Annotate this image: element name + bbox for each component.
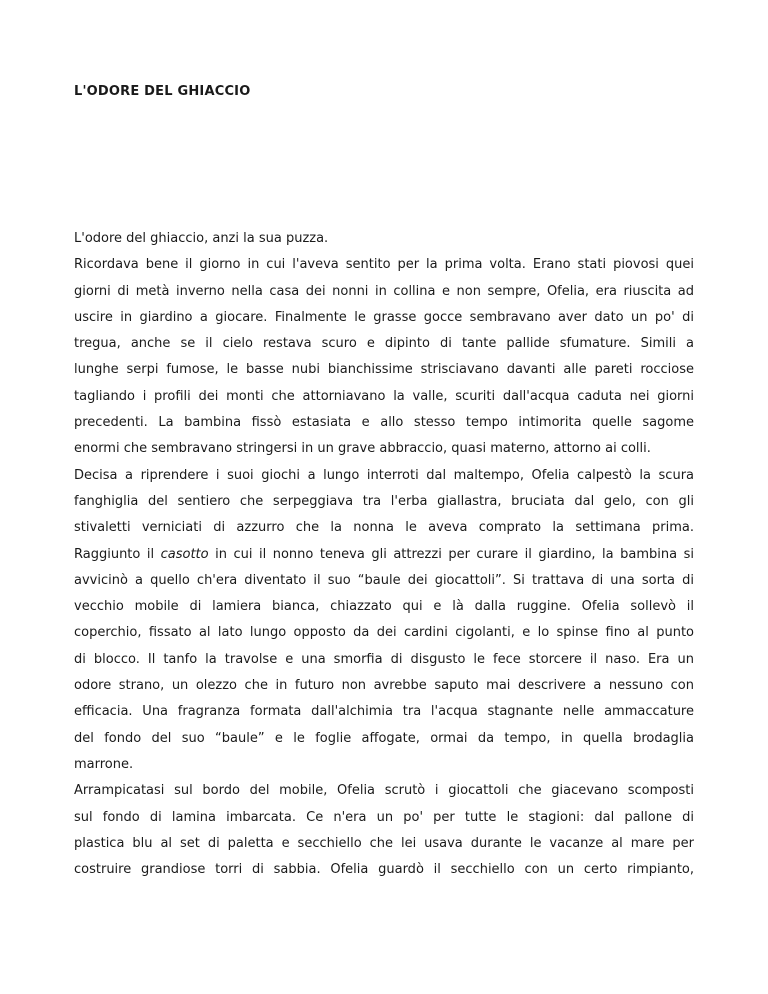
text-line: enormi che sembravano stringersi in un grave abbraccio, quasi materno, attorno ai colli. xyxy=(74,441,651,457)
text-line: plastica blu al set di paletta e secchiello che lei usava durante le vacanze al mare per xyxy=(74,835,694,851)
text-line: costruire grandiose torri di sabbia. Ofelia guardò il secchiello con un certo rimpianto, xyxy=(74,862,694,878)
document-body xyxy=(74,226,694,883)
text-line: stivaletti verniciati di azzurro che la nonna le aveva comprato la settimana prima. xyxy=(74,520,694,536)
text-segment: Raggiunto il xyxy=(74,546,161,562)
text-line: precedenti. La bambina fissò estasiata e allo stesso tempo intimorita quelle sagome xyxy=(74,415,694,431)
text-line: marrone. xyxy=(74,756,134,772)
text-line: efficacia. Una fragranza formata dall'alchimia tra l'acqua stagnante nelle ammaccature xyxy=(74,704,694,720)
emphasized-word: casotto xyxy=(160,546,209,562)
text-line: odore strano, un olezzo che in futuro non avrebbe saputo mai descrivere a nessuno con xyxy=(74,678,694,694)
text-line: sul fondo di lamina imbarcata. Ce n'era un po' per tutte le stagioni: dal pallone di xyxy=(74,809,694,825)
text-line: coperchio, fissato al lato lungo opposto da dei cardini cigolanti, e lo spinse fino al punto xyxy=(74,625,694,641)
text-line: Ricordava bene il giorno in cui l'aveva sentito per la prima volta. Erano stati piovosi quei xyxy=(74,257,694,273)
text-line xyxy=(74,542,694,568)
text-line: Decisa a riprendere i suoi giochi a lungo interroti dal maltempo, Ofelia calpestò la scura xyxy=(74,467,694,483)
text-line: di blocco. Il tanfo la travolse e una smorfia di disgusto le fece storcere il naso. Era un xyxy=(74,651,694,667)
text-line: lunghe serpi fumose, le basse nubi bianchissime strisciavano davanti alle pareti rocciose xyxy=(74,362,694,378)
text-line: Arrampicatasi sul bordo del mobile, Ofelia scrutò i giocattoli che giacevano scomposti xyxy=(74,783,694,799)
text-line: uscire in giardino a giocare. Finalmente le grasse gocce sembravano aver dato un po' di xyxy=(74,309,694,325)
text-line: vecchio mobile di lamiera bianca, chiazzato qui e là dalla ruggine. Ofelia sollevò il xyxy=(74,599,694,615)
text-segment: in cui il nonno teneva gli attrezzi per curare il giardino, la bambina si xyxy=(208,546,694,562)
text-line: L'odore del ghiaccio, anzi la sua puzza. xyxy=(74,231,329,246)
text-line: tregua, anche se il cielo restava scuro e dipinto di tante pallide sfumature. Simili a xyxy=(74,336,694,352)
text-line: avvicinò a quello ch'era diventato il suo “baule dei giocattoli”. Si trattava di una sorta di xyxy=(74,572,694,588)
text-line: tagliando i profili dei monti che attorniavano la valle, scuriti dall'acqua caduta nei giorni xyxy=(74,388,694,404)
text-line: fanghiglia del sentiero che serpeggiava tra l'erba giallastra, bruciata dal gelo, con gli xyxy=(74,493,694,509)
text-line: giorni di metà inverno nella casa dei nonni in collina e non sempre, Ofelia, era riuscita ad xyxy=(74,283,694,299)
text-line: del fondo del suo “baule” e le foglie affogate, ormai da tempo, in quella brodaglia xyxy=(74,730,694,746)
document-title: L'ODORE DEL GHIACCIO xyxy=(74,84,251,99)
